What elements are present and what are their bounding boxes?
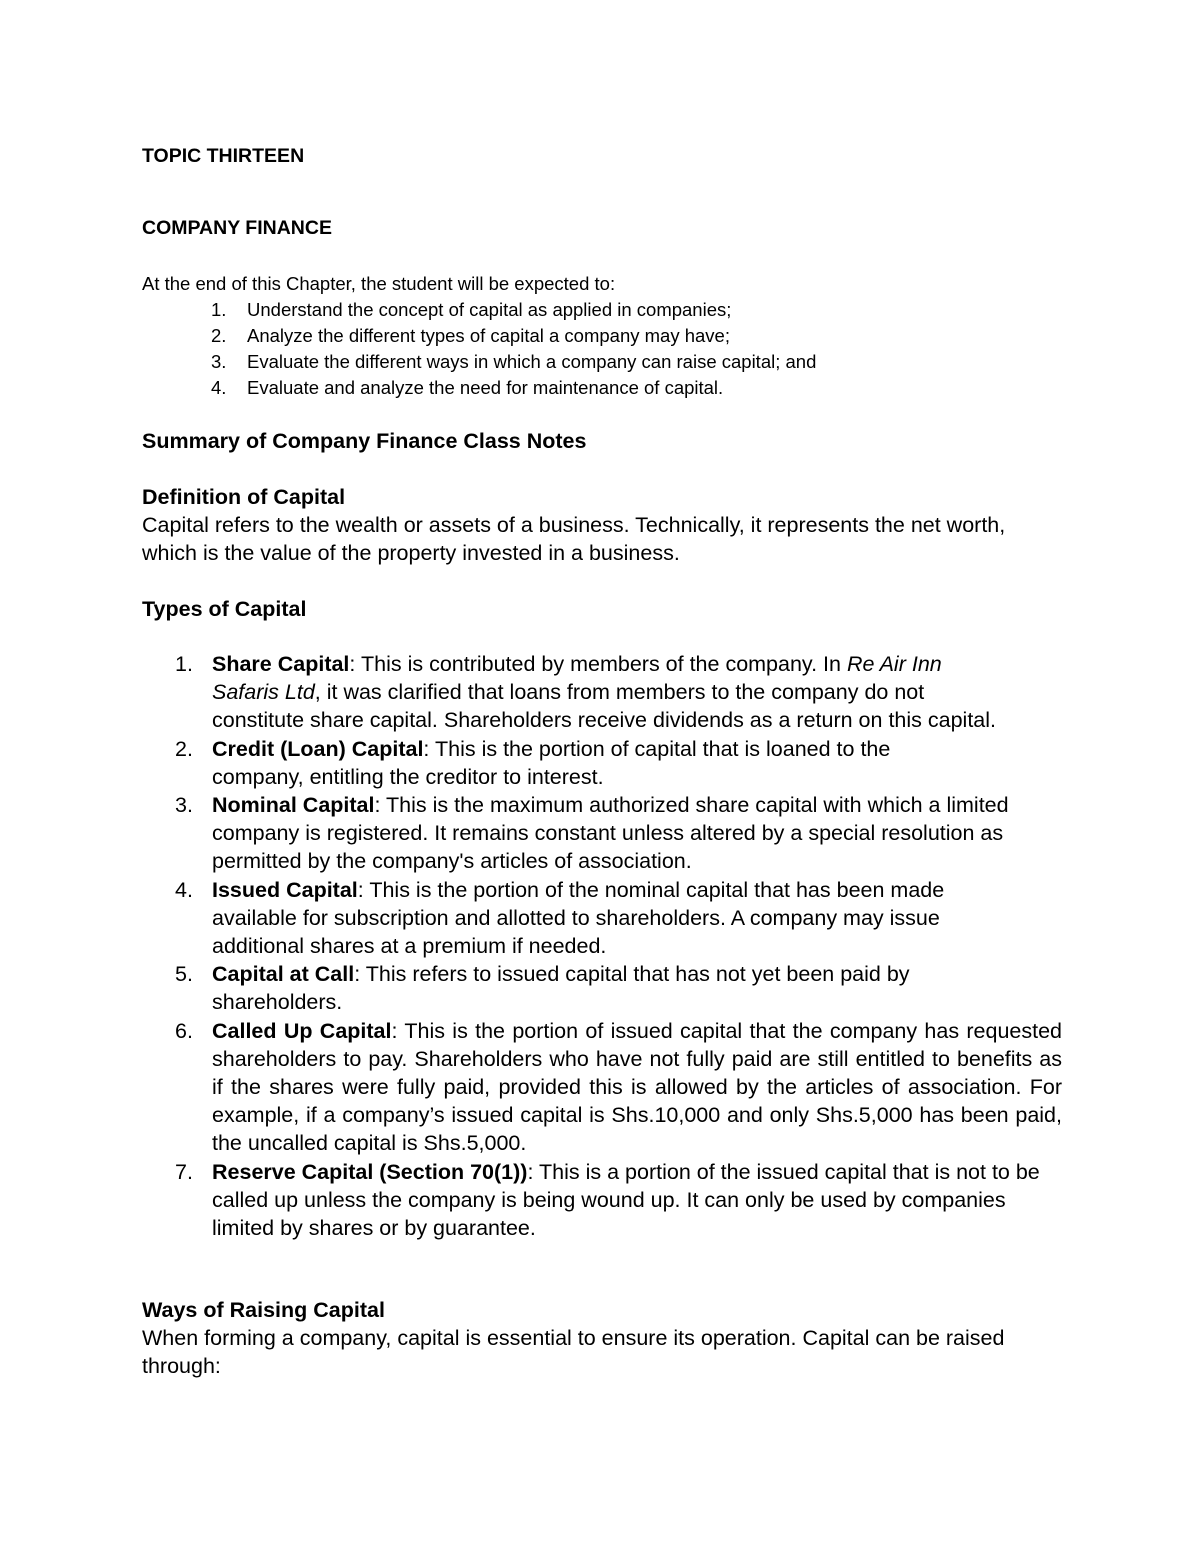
list-item <box>142 960 1002 1016</box>
list-item <box>142 735 982 791</box>
term-label: Issued Capital <box>212 877 358 902</box>
definition-text: Capital refers to the wealth or assets of a business. Technically, it represents the net worth, which is the value of the property invested in a business. <box>142 513 1006 566</box>
item-text: : This is the maximum authorized share capital with which a limited company is registered. It remains constant unless altered by a special resolution as permitted by the company's articles of association. <box>212 793 1009 874</box>
list-number: 4. <box>175 877 193 902</box>
term-label: Credit (Loan) Capital <box>212 736 424 761</box>
term-label: Called Up Capital <box>212 1018 392 1043</box>
item-text: : This is the portion of issued capital that the company has requested shareholders to pay. Shareholders who have not fully paid are still entitled to benefits as if the shares were fully paid, provided this is allowed by the articles of association. For example, if a company’s issued capital is Shs.10,000 and only Shs.5,000 has been paid, the uncalled capital is Shs.5,000. <box>212 1018 1063 1156</box>
term-label: Capital at Call <box>212 962 355 987</box>
list-number: 2. <box>211 325 227 346</box>
list-item <box>142 375 1042 401</box>
item-text: : This is contributed by members of the company. In <box>349 652 847 676</box>
list-item <box>142 323 1042 349</box>
item-text: : This is the portion of capital that is loaned to the company, entitling the creditor to interest. <box>212 736 891 789</box>
term-label: Share Capital <box>212 652 350 676</box>
list-item <box>142 349 1042 375</box>
summary-heading: Summary of Company Finance Class Notes <box>142 429 587 453</box>
intro-text: At the end of this Chapter, the student will be expected to: <box>142 273 616 294</box>
objective-text: Evaluate the different ways in which a company can raise capital; and <box>247 351 817 372</box>
list-number: 1. <box>175 652 193 676</box>
topic-title: TOPIC THIRTEEN <box>142 145 305 167</box>
list-number: 3. <box>175 793 193 818</box>
case-name: Re Air Inn Safaris Ltd <box>212 652 942 705</box>
term-label: Nominal Capital <box>212 793 375 818</box>
list-number: 7. <box>175 1159 193 1184</box>
types-heading: Types of Capital <box>142 597 307 621</box>
item-text: : This refers to issued capital that has not yet been paid by shareholders. <box>212 962 910 1015</box>
item-text: , it was clarified that loans from members to the company do not constitute share capital. Shareholders receive dividends as a return on this capital. <box>212 680 996 733</box>
list-item <box>142 791 1022 876</box>
list-number: 5. <box>175 962 193 987</box>
ways-text: When forming a company, capital is essential to ensure its operation. Capital can be raised through: <box>142 1326 1005 1379</box>
list-item <box>142 1158 1062 1243</box>
list-number: 2. <box>175 736 193 761</box>
list-number: 1. <box>211 299 227 320</box>
list-item <box>142 876 1032 961</box>
objective-text: Understand the concept of capital as applied in companies; <box>247 299 732 320</box>
objective-text: Evaluate and analyze the need for maintenance of capital. <box>247 377 724 398</box>
chapter-title: COMPANY FINANCE <box>142 217 332 239</box>
objective-text: Analyze the different types of capital a company may have; <box>247 325 730 346</box>
list-number: 3. <box>211 351 227 372</box>
capital-types-list <box>142 650 1062 1242</box>
item-text: : This is the portion of the nominal capital that has been made available for subscription and allotted to shareholders. A company may issue additional shares at a premium if needed. <box>212 877 945 959</box>
list-item <box>142 297 1042 323</box>
objectives-list <box>142 297 1042 401</box>
term-label: Reserve Capital (Section 70(1)) <box>212 1159 528 1184</box>
list-number: 4. <box>211 377 227 398</box>
ways-heading: Ways of Raising Capital <box>142 1298 385 1322</box>
list-item <box>142 1017 1062 1158</box>
item-text: : This is a portion of the issued capital that is not to be called up unless the company is being wound up. It can only be used by companies limited by shares or by guarantee. <box>212 1159 1040 1241</box>
list-number: 6. <box>175 1018 193 1043</box>
list-item <box>142 650 1002 735</box>
definition-heading: Definition of Capital <box>142 485 346 509</box>
